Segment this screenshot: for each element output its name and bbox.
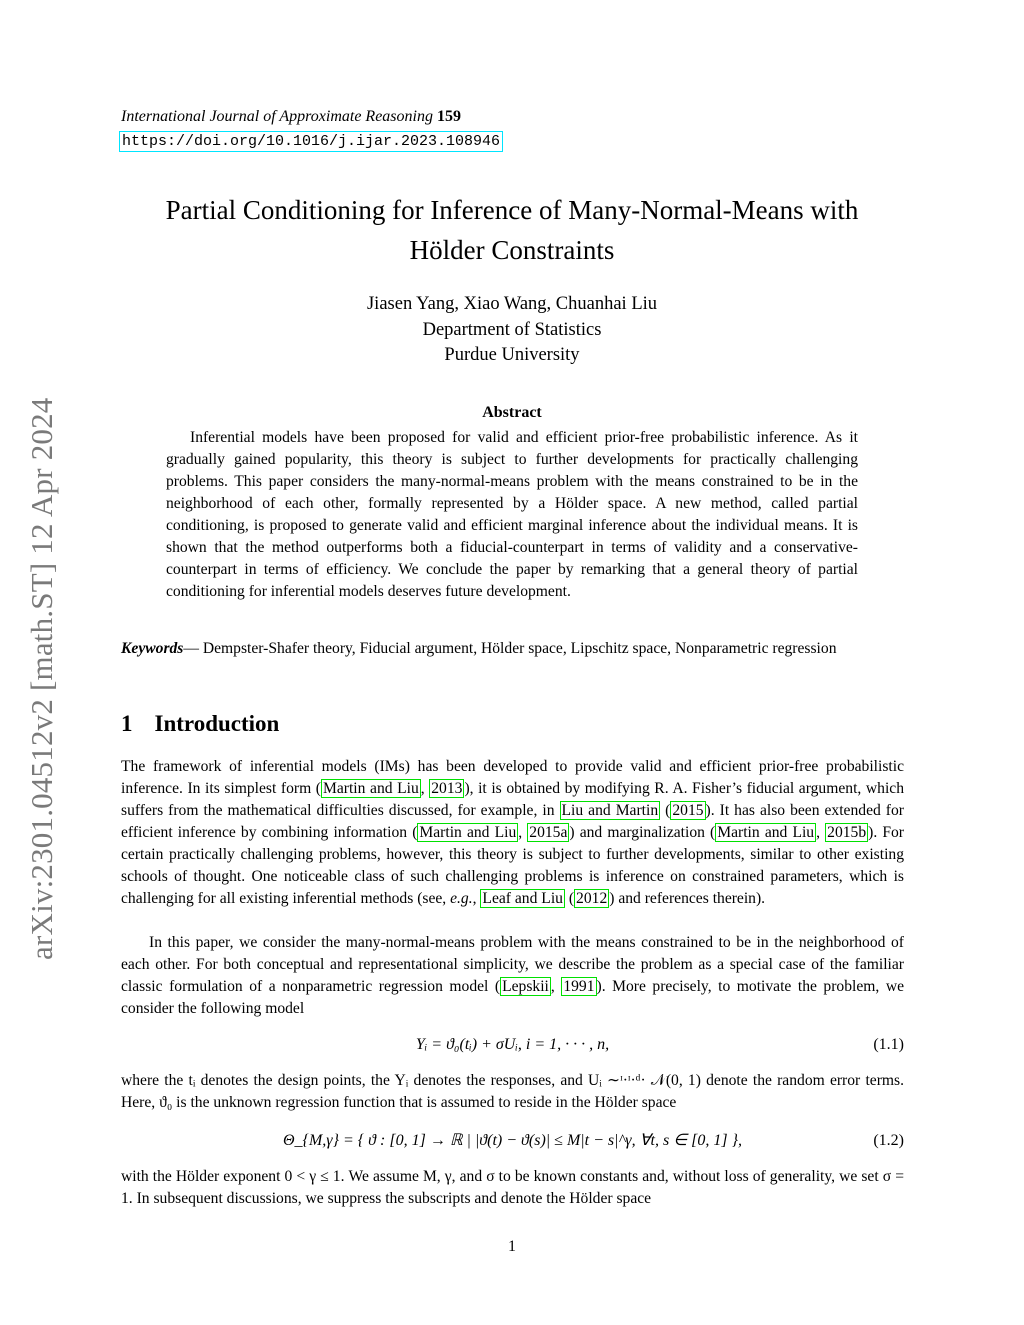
author-names: Jiasen Yang, Xiao Wang, Chuanhai Liu bbox=[366, 294, 658, 314]
intro-paragraph-3: where the tᵢ denotes the design points, the Yᵢ denotes the responses, and Uᵢ ∼ᶦ·ᶦ·ᵈ· 𝒩(0, 1) denote the random error terms. Here, ϑ₀ is the unknown regression function that is assumed to reside in the Hölder space bbox=[121, 1072, 904, 1111]
equation-math: Θ_{M,γ} = { ϑ : [0, 1] → ℝ | |ϑ(t) − ϑ(s)| ≤ M|t − s|^γ, ∀t, s ∈ [0, 1] }, bbox=[283, 1132, 742, 1149]
section-title: Introduction bbox=[154, 711, 280, 736]
citation-year-link[interactable]: 1991 bbox=[563, 978, 595, 995]
citation-year-link[interactable]: 2013 bbox=[431, 780, 463, 797]
section-number: 1 bbox=[121, 711, 133, 736]
text-span: ). It has also been extended for efficient inference by combining information ( bbox=[121, 802, 904, 841]
text-span: The framework of inferential models (IMs) has been developed to provide valid and efficient prior-free probabilistic inference. In its simplest form ( bbox=[121, 758, 904, 797]
page-number: 1 bbox=[508, 1238, 516, 1255]
journal-volume: 159 bbox=[436, 108, 461, 125]
arxiv-stamp: arXiv:2301.04512v2 [math.ST] 12 Apr 2024 bbox=[24, 397, 59, 960]
intro-paragraph-1 bbox=[121, 756, 904, 910]
text-span: , bbox=[816, 824, 826, 841]
equation-math: Yᵢ = ϑ₀(tᵢ) + σUᵢ, i = 1, · · · , n, bbox=[415, 1036, 610, 1053]
citation-link[interactable]: Liu and Martin bbox=[561, 802, 659, 819]
text-span: In this paper, we consider the many-normal-means problem with the means constrained to be in the neighborhood of each other. For both conceptual and representational simplicity, we describe the problem as a special case of the familiar classic formulation of a nonparametric regression model ( bbox=[121, 934, 904, 995]
text-span: , bbox=[550, 978, 562, 995]
journal-line bbox=[121, 108, 461, 126]
citation-link[interactable]: Leaf and Liu bbox=[482, 890, 563, 907]
paper-title bbox=[100, 190, 924, 270]
journal-name: International Journal of Approximate Reasoning bbox=[121, 108, 433, 125]
equation-1-1 bbox=[121, 1032, 904, 1058]
keywords-label: Keywords bbox=[121, 640, 184, 657]
abstract-text: Inferential models have been proposed for valid and efficient prior-free probabilistic inference. As it gradually gained popularity, this theory is subject to further developments for practically challenging problems. This paper considers the many-normal-means problem with the means constrained to be in the neighborhood of each other, formally represented by a Hölder space. A new method, called partial conditioning, is proposed to generate valid and efficient marginal inference about the individual means. It is shown that the method outperforms both a fiducial-counterpart in terms of validity and a conservative-counterpart in terms of efficiency. We conclude the paper by remarking that a general theory of partial conditioning for inferential models deserves future development. bbox=[166, 429, 858, 600]
text-span: ). For certain practically challenging problems, however, this theory is subject to further developments, similar to other existing schools of thought. One noticeable class of such challenging problems is inference on constrained parameters, which is challenging for all existing inferential methods (see, bbox=[121, 824, 905, 907]
equation-1-2 bbox=[121, 1125, 904, 1157]
intro-paragraph-2 bbox=[121, 932, 904, 1020]
citation-link[interactable]: Lepskii bbox=[502, 978, 549, 995]
doi-link[interactable]: https://doi.org/10.1016/j.ijar.2023.108946 bbox=[119, 131, 503, 152]
section-heading bbox=[121, 711, 279, 737]
intro-paragraph-4: with the Hölder exponent 0 < γ ≤ 1. We assume M, γ, and σ to be known constants and, without loss of generality, we set σ = 1. In subsequent discussions, we suppress the subscripts and denote the Hölder space bbox=[121, 1168, 904, 1207]
author-university: Purdue University bbox=[444, 345, 580, 365]
citation-link[interactable]: Martin and Liu bbox=[419, 824, 517, 841]
text-span: ( bbox=[564, 890, 575, 907]
citation-year-link[interactable]: 2015b bbox=[827, 824, 867, 841]
text-span: , bbox=[518, 824, 528, 841]
text-span: ) and marginalization ( bbox=[569, 824, 716, 841]
equation-tag: (1.2) bbox=[873, 1132, 904, 1149]
title-line-2: Hölder Constraints bbox=[409, 235, 615, 265]
citation-year-link[interactable]: 2015 bbox=[672, 802, 704, 819]
citation-link[interactable]: Martin and Liu bbox=[717, 824, 815, 841]
keywords-text: Dempster-Shafer theory, Fiducial argument, Hölder space, Lipschitz space, Nonparametric regression bbox=[202, 640, 837, 657]
abstract-heading: Abstract bbox=[482, 404, 542, 421]
text-span: ), it is obtained by modifying R. A. Fisher’s fiducial argument, which suffers from the mathematical difficulties discussed, for example, in bbox=[121, 780, 904, 819]
author-block bbox=[100, 292, 924, 369]
citation-link[interactable]: Martin and Liu bbox=[323, 780, 419, 797]
keywords bbox=[121, 638, 904, 660]
text-span: , bbox=[472, 890, 481, 907]
text-span: ( bbox=[660, 802, 671, 819]
text-span: e.g. bbox=[450, 890, 473, 907]
author-department: Department of Statistics bbox=[422, 319, 602, 340]
title-line-1: Partial Conditioning for Inference of Many-Normal-Means with bbox=[165, 195, 859, 225]
citation-year-link[interactable]: 2012 bbox=[576, 890, 608, 907]
text-span: ) and references therein). bbox=[609, 890, 766, 907]
keywords-dash: — bbox=[183, 640, 203, 657]
text-span: , bbox=[420, 780, 430, 797]
citation-year-link[interactable]: 2015a bbox=[529, 824, 568, 841]
text-span: ). More precisely, to motivate the problem, we consider the following model bbox=[121, 978, 905, 1017]
equation-tag: (1.1) bbox=[873, 1036, 904, 1053]
